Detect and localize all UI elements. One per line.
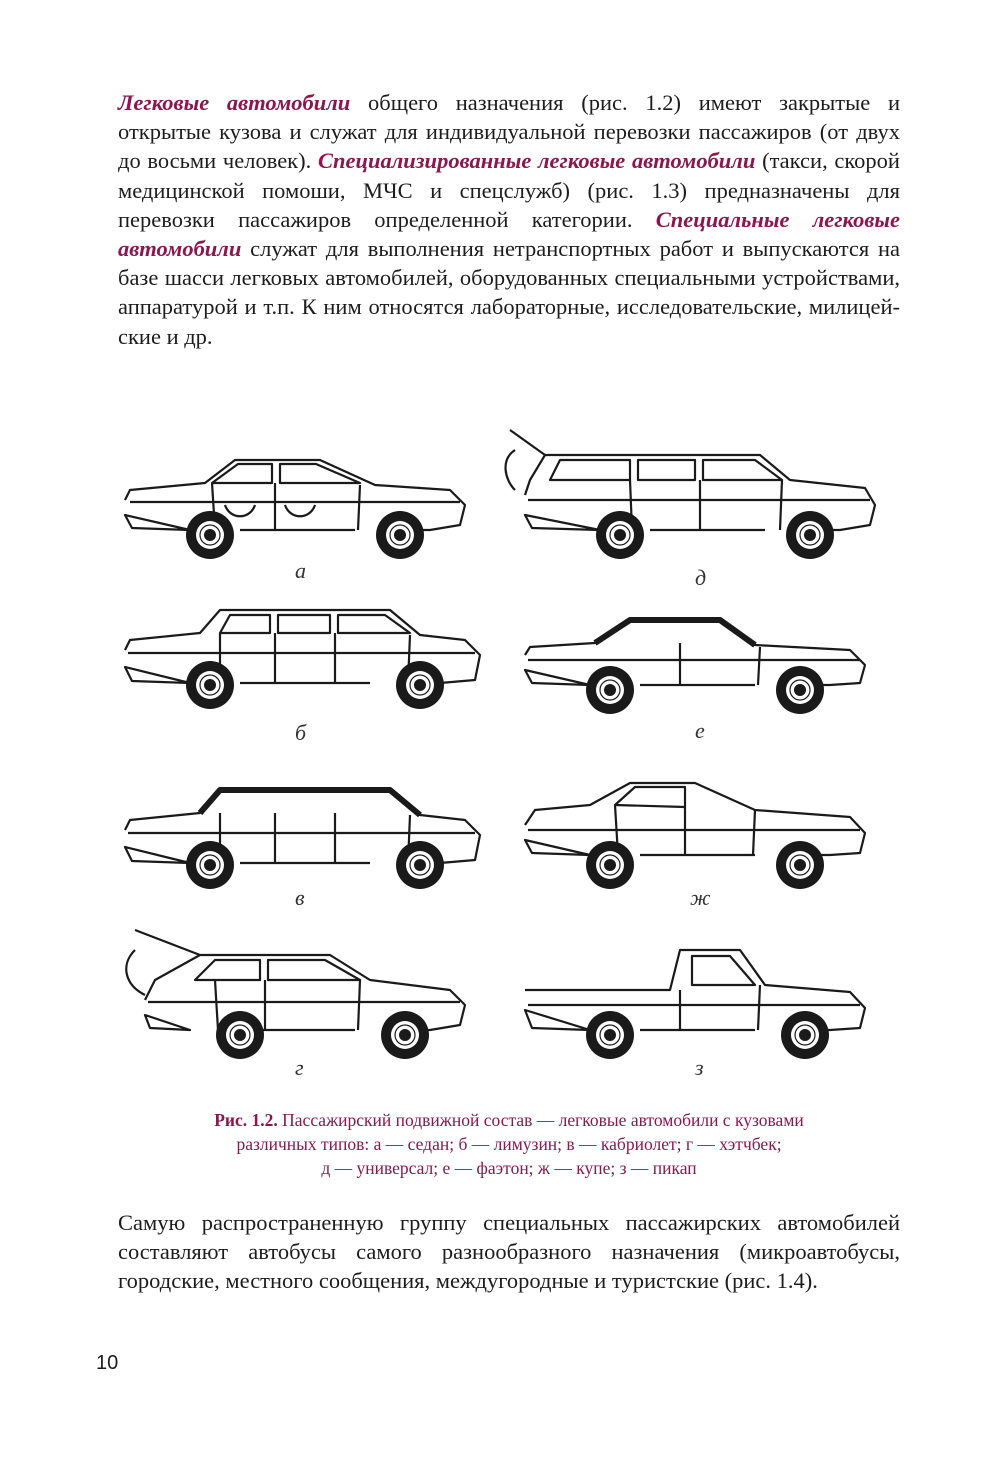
label-zh: ж (690, 885, 711, 910)
car-illustrations (100, 410, 900, 1090)
paragraph-buses: Самую распространенную группу специальных пассажирских автомобилей составляют автобусы самого разнообразного назначения (микроавтобусы, городские, местного сообщения, междугородные и туристские (рис. 1.4). (118, 1210, 900, 1294)
term-specialized-cars: Специализированные легковые автомобили (317, 148, 756, 174)
term-special-cars: Специальные легковые автомобили (118, 206, 900, 262)
label-d: д (695, 565, 707, 590)
label-b: б (295, 720, 307, 745)
caption-line-3: д — универсал; е — фаэтон; ж — купе; з — пикап (321, 1158, 697, 1178)
text-segment: (такси, скорой медицинской помоши, МЧС и спецслужб) (рис. 1.3) предназначены для перевозки пассажиров определенной категории. (118, 148, 900, 232)
label-a: а (295, 558, 306, 583)
label-v: в (295, 885, 305, 910)
caption-text: Пассажирский подвижной состав — легковые автомобили с кузовами (277, 1110, 804, 1130)
term-general-cars: Легковые автомобили (118, 90, 351, 115)
figure-caption (118, 1108, 900, 1180)
caption-line-2: различных типов: а — седан; б — лимузин; в — кабриолет; г — хэтчбек; (236, 1134, 782, 1154)
page-number: 10 (96, 1352, 119, 1374)
caption-line-1 (118, 1108, 900, 1132)
figure-car-body-types (100, 410, 900, 1090)
text-segment: служат для выполнения нетранспортных работ и выпускаются на базе шасси легковых автомобилей, оборудованных специальными устройствами, аппаратурой и т.п. К ним относятся лабораторные, исследовательские, милицейские и др. (118, 236, 900, 349)
text-segment: общего назначения (рис. 1.2) имеют закрытые и открытые кузова и служат для индивидуальной перевозки пассажиров (от двух до восьми человек). (118, 90, 900, 174)
car-coupe (525, 783, 865, 855)
paragraph-passenger-cars (118, 88, 900, 351)
caption-number: Рис. 1.2. (214, 1110, 278, 1130)
label-g: г (295, 1055, 304, 1080)
label-e: е (695, 718, 705, 743)
label-z: з (695, 1055, 704, 1080)
